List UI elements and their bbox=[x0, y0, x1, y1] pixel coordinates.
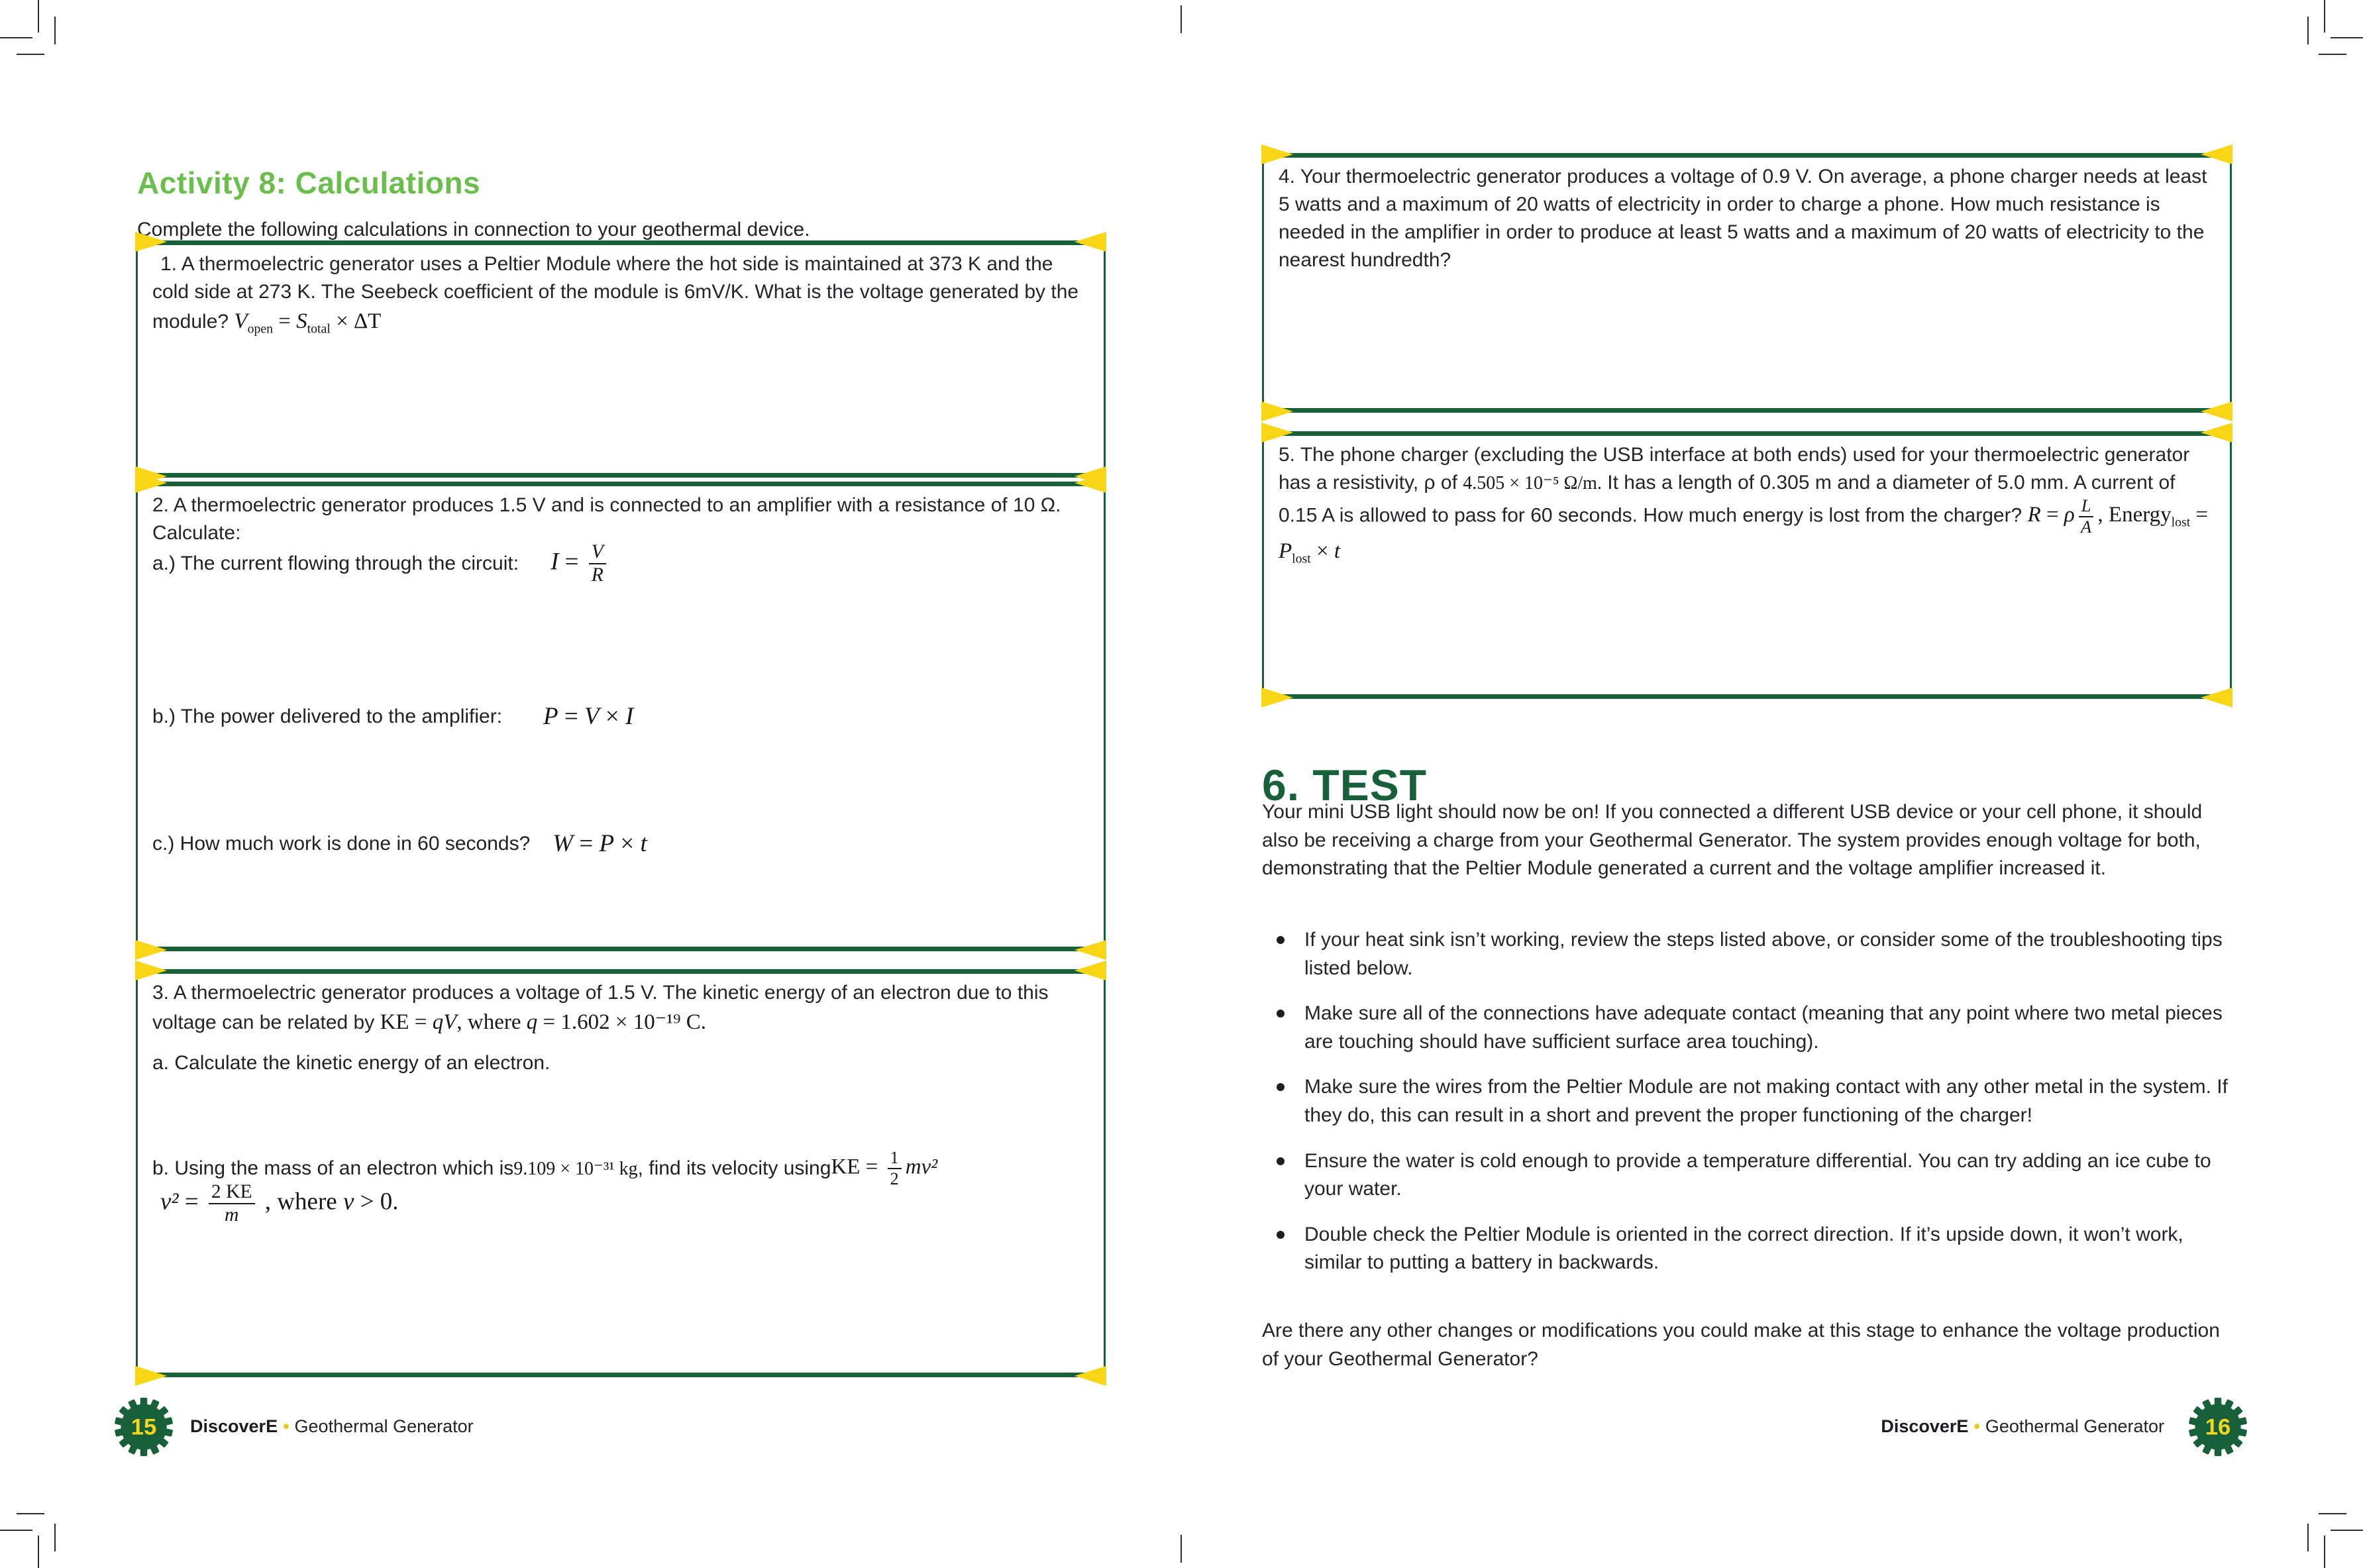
question-3-body: 3. A thermoelectric generator produces a voltage of 1.5 V. The kinetic energy of an electron due to this voltage can be related by bbox=[152, 982, 1049, 1033]
question-5-box bbox=[1262, 431, 2232, 699]
crop-mark bbox=[38, 0, 39, 32]
closing-question: Are there any other changes or modifications you could make at this stage to enhance the voltage production of your Geothermal Generator? bbox=[1262, 1320, 2220, 1370]
list-item bbox=[1262, 1000, 2234, 1056]
crop-mark bbox=[54, 17, 56, 44]
corner-accent-icon bbox=[135, 232, 167, 252]
crop-mark bbox=[2307, 17, 2309, 44]
list-item bbox=[1262, 1073, 2234, 1129]
crop-mark bbox=[2307, 1524, 2309, 1551]
corner-accent-icon bbox=[2201, 144, 2232, 164]
crop-mark bbox=[2319, 1513, 2346, 1514]
activity-title: Activity 8: Calculations bbox=[137, 165, 481, 200]
product-name: Geothermal Generator bbox=[1985, 1416, 2164, 1436]
corner-accent-icon bbox=[1075, 940, 1106, 960]
page-badge-gear-icon bbox=[112, 1395, 176, 1459]
corner-accent-icon bbox=[1261, 401, 1293, 421]
corner-accent-icon bbox=[1075, 473, 1106, 493]
activity-intro: Complete the following calculations in connection to your geothermal device. bbox=[137, 219, 810, 240]
question-2b-row bbox=[152, 702, 1090, 731]
corner-accent-icon bbox=[1075, 1366, 1106, 1386]
crop-mark bbox=[2331, 37, 2363, 38]
question-3a-label: a. Calculate the kinetic energy of an electron. bbox=[152, 1052, 551, 1074]
question-3a-row bbox=[152, 1052, 1090, 1074]
question-2b-formula: P = V × I bbox=[543, 703, 634, 730]
crop-mark bbox=[1181, 1535, 1182, 1563]
page-number: 16 bbox=[2205, 1414, 2231, 1440]
question-5-formula1: 4.505 × 10⁻⁵ Ω/m. bbox=[1463, 473, 1602, 494]
bullet-dot-icon bbox=[1277, 1231, 1285, 1239]
question-1-text bbox=[152, 250, 1090, 339]
footer-separator-dot: • bbox=[1973, 1416, 1980, 1436]
question-3-formula: KE = qV, where q = 1.602 × 10⁻¹⁹ C. bbox=[380, 1010, 707, 1034]
crop-mark bbox=[2324, 0, 2325, 32]
page-number: 15 bbox=[131, 1414, 157, 1440]
list-item bbox=[1262, 1221, 2234, 1277]
question-1-box bbox=[136, 240, 1106, 478]
crop-mark bbox=[0, 37, 32, 38]
bullet-dot-icon bbox=[1277, 936, 1285, 944]
crop-mark bbox=[1181, 5, 1182, 33]
question-3-box bbox=[136, 969, 1106, 1377]
bullet-dot-icon bbox=[1277, 1157, 1285, 1165]
corner-accent-icon bbox=[2201, 401, 2232, 421]
footer-separator-dot: • bbox=[283, 1416, 289, 1436]
question-3c-formula: v² = $\frac{2 KE}{m}$ , where v > 0. bbox=[160, 1181, 399, 1226]
list-item-text: Ensure the water is cold enough to provide a temperature differential. You can try adding an ice cube to your water. bbox=[1304, 1149, 2211, 1200]
corner-accent-icon bbox=[1075, 232, 1106, 252]
crop-mark bbox=[17, 1513, 44, 1514]
test-paragraph: Your mini USB light should now be on! If you connected a different USB device or your cell phone, it should also be receiving a charge from your Geothermal Generator. The system provides enough voltage for both, demonstrating that the Peltier Module generated a current and the voltage amplifier increased it. bbox=[1262, 801, 2203, 880]
bullet-dot-icon bbox=[1277, 1010, 1285, 1018]
test-section-heading: 6. TEST bbox=[1262, 760, 1428, 810]
product-name: Geothermal Generator bbox=[294, 1416, 474, 1436]
crop-mark bbox=[38, 1536, 39, 1568]
corner-accent-icon bbox=[1261, 423, 1293, 443]
question-2c-formula: W = P × t bbox=[552, 830, 647, 857]
question-5-body2: It has a length of 0.305 m and a diameter of 5.0 mm. A current of 0.15 A is allowed to pass for 60 seconds. How much energy is lost from the charger? bbox=[1279, 472, 2176, 527]
question-2-box bbox=[136, 482, 1106, 951]
question-5-text bbox=[1279, 441, 2217, 569]
question-3-text bbox=[152, 979, 1090, 1037]
question-3b-formula2: KE = $\frac{1}{2}$ mv² bbox=[831, 1147, 938, 1188]
question-4-text: 4. Your thermoelectric generator produces a voltage of 0.9 V. On average, a phone charger needs at least 5 watts and a maximum of 20 watts of electricity in order to charge a phone. How much resistance is needed in the amplifier in order to produce at least 5 watts and a maximum of 20 watts of electricity to the nearest hundredth? bbox=[1279, 166, 2207, 271]
crop-mark bbox=[0, 1530, 32, 1531]
corner-accent-icon bbox=[1075, 961, 1106, 980]
corner-accent-icon bbox=[135, 473, 167, 493]
list-item-text: Double check the Peltier Module is oriented in the correct direction. If it’s upside down, it won’t work, similar to putting a battery in backwards. bbox=[1304, 1223, 2183, 1274]
list-item-text: Make sure the wires from the Peltier Module are not making contact with any other metal in the system. If they do, this can result in a short and prevent the proper functioning of the charger! bbox=[1304, 1076, 2228, 1126]
troubleshooting-list bbox=[1262, 926, 2234, 1294]
corner-accent-icon bbox=[2201, 423, 2232, 443]
crop-mark bbox=[17, 54, 44, 55]
question-2c-label: c.) How much work is done in 60 seconds? bbox=[152, 832, 531, 855]
list-item-text: Make sure all of the connections have adequate contact (meaning that any point where two metal pieces are touching should have sufficient surface area touching). bbox=[1304, 1002, 2223, 1053]
corner-accent-icon bbox=[1261, 688, 1293, 707]
question-1-body: 1. A thermoelectric generator uses a Peltier Module where the hot side is maintained at 373 K and the cold side at 273 K. The Seebeck coefficient of the module is 6mV/K. What is the voltage generated by the module? bbox=[152, 253, 1079, 333]
crop-mark bbox=[2331, 1530, 2363, 1531]
crop-mark bbox=[54, 1524, 56, 1551]
footer-right bbox=[1881, 1416, 2164, 1437]
question-5-body1: 5. The phone charger (excluding the USB interface at both ends) used for your thermoelectric generator has a resistivity, ρ of bbox=[1279, 444, 2190, 494]
question-3b-formula1: 9.109 × 10⁻³¹ kg bbox=[513, 1158, 638, 1179]
question-2b-label: b.) The power delivered to the amplifier: bbox=[152, 705, 503, 727]
question-2a-label: a.) The current flowing through the circuit: bbox=[152, 552, 519, 575]
question-3c-row bbox=[160, 1182, 1090, 1226]
brand-name: DiscoverE bbox=[190, 1416, 278, 1436]
bullet-dot-icon bbox=[1277, 1083, 1285, 1091]
question-5-formula2: R = ρ $\frac{L}{A}$ , Energy$_{lost}$ = $P_{lost} \times t$ bbox=[1279, 496, 2209, 567]
corner-accent-icon bbox=[135, 1366, 167, 1386]
list-item-text: If your heat sink isn’t working, review the steps listed above, or consider some of the troubleshooting tips listed below. bbox=[1304, 929, 2223, 979]
list-item bbox=[1262, 926, 2234, 982]
brand-name: DiscoverE bbox=[1881, 1416, 1969, 1436]
question-3b-text1: b. Using the mass of an electron which is bbox=[152, 1157, 514, 1179]
question-1-formula: $V_{open} = S_{total} \times \Delta T$ bbox=[234, 309, 382, 337]
list-item bbox=[1262, 1147, 2234, 1204]
corner-accent-icon bbox=[135, 940, 167, 960]
crop-mark bbox=[2319, 54, 2346, 55]
corner-accent-icon bbox=[1261, 144, 1293, 164]
question-2-text: 2. A thermoelectric generator produces 1.5 V and is connected to an amplifier with a resistance of 10 Ω. Calculate: bbox=[152, 494, 1061, 544]
question-4-box bbox=[1262, 153, 2232, 413]
question-2a-formula: I = $\frac{V}{R}$ bbox=[551, 542, 610, 586]
crop-mark bbox=[2324, 1536, 2325, 1568]
question-3b-text2: , find its velocity using bbox=[637, 1157, 831, 1179]
question-2a-row bbox=[152, 542, 1090, 586]
page-badge-gear-icon bbox=[2186, 1395, 2250, 1459]
corner-accent-icon bbox=[2201, 688, 2232, 707]
corner-accent-icon bbox=[135, 961, 167, 980]
footer-left bbox=[190, 1416, 474, 1437]
question-2c-row bbox=[152, 829, 1090, 858]
